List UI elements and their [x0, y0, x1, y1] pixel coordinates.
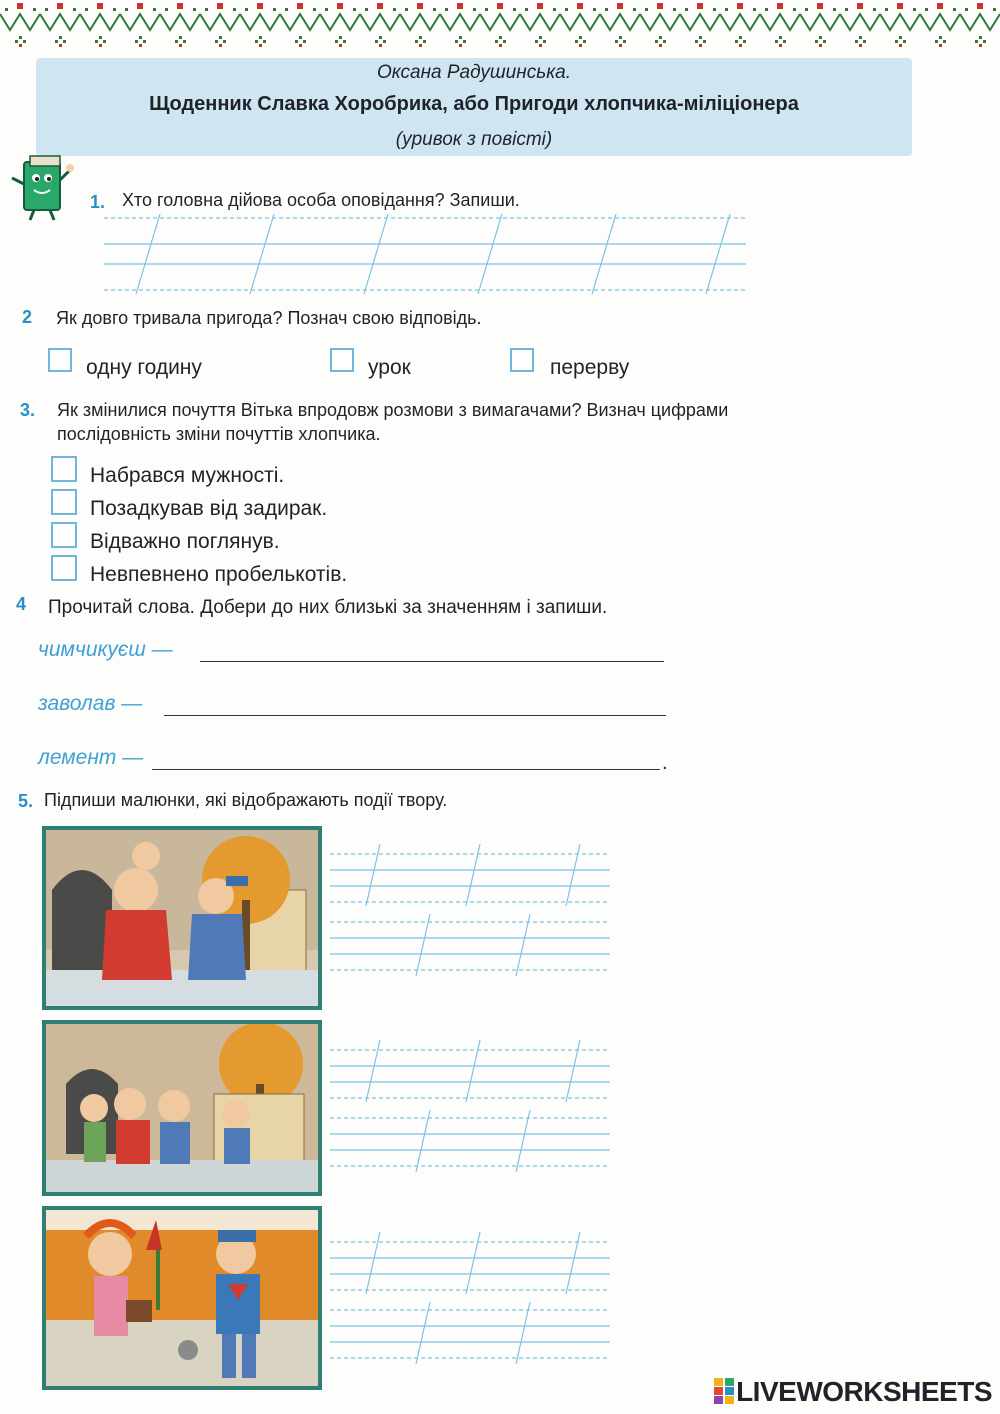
author: Оксана Радушинська.: [376, 62, 572, 83]
ornament-border: [0, 0, 1000, 52]
q2-option-1-label: одну годину: [86, 356, 202, 379]
question-5-text: Підпиши малюнки, які відображають події твору.: [44, 790, 448, 810]
story-subtitle: (уривок з повісті): [395, 129, 553, 150]
q3-item-4-label: Невпевнено пробелькотів.: [90, 563, 348, 586]
q3-item-3-label: Відважно поглянув.: [90, 530, 280, 553]
q2-option-2-checkbox[interactable]: [330, 348, 354, 372]
q3-item-1-order-box[interactable]: [51, 456, 77, 482]
question-1-text: Хто головна дійова особа оповідання? Запиши.: [122, 190, 520, 210]
q2-option-1-checkbox[interactable]: [48, 348, 72, 372]
illustration-2-caption-lines[interactable]: [330, 1036, 610, 1176]
q3-item-1-label: Набрався мужності.: [90, 464, 285, 487]
illustration-1: [42, 826, 322, 1010]
story-title: Щоденник Славка Хоробрика, або Пригоди хлопчика-міліціонера: [149, 93, 799, 115]
q3-item-2-order-box[interactable]: [51, 489, 77, 515]
q4-word-3: лемент —: [38, 746, 144, 769]
question-3-text-line1: Як змінилися почуття Вітька впродовж розмови з вимагачами? Визнач цифрами: [57, 400, 729, 420]
illustration-3: [42, 1206, 322, 1390]
q2-option-2-label: урок: [368, 356, 411, 379]
question-2-text: Як довго тривала пригода? Познач свою відповідь.: [56, 308, 482, 328]
q4-word-1: чимчикуєш —: [38, 638, 173, 661]
liveworksheets-logo-icon: [714, 1378, 734, 1404]
question-1-answer-lines[interactable]: [104, 214, 746, 294]
q4-answer-1[interactable]: [200, 660, 664, 662]
q4-answer-2[interactable]: [164, 714, 666, 716]
q3-item-4-order-box[interactable]: [51, 555, 77, 581]
q2-option-3-label: перерву: [550, 356, 630, 379]
brand-name: LIVEWORKSHEETS: [736, 1376, 992, 1407]
q3-item-2-label: Позадкував від задирак.: [90, 497, 328, 520]
q2-option-3-checkbox[interactable]: [510, 348, 534, 372]
illustration-3-caption-lines[interactable]: [330, 1228, 610, 1368]
question-4-text: Прочитай слова. Добери до них близькі за значенням і запиши.: [48, 597, 608, 618]
q4-word-2: заволав —: [38, 692, 143, 715]
q3-item-3-order-box[interactable]: [51, 522, 77, 548]
question-5-number: 5.: [18, 791, 34, 811]
liveworksheets-brand: [714, 1376, 992, 1408]
illustration-2: [42, 1020, 322, 1196]
book-mascot-icon: [6, 150, 76, 222]
question-3-text-line2: послідовність зміни почуттів хлопчика.: [57, 424, 381, 444]
question-3-number: 3.: [20, 400, 36, 420]
q4-answer-3[interactable]: [152, 768, 660, 770]
question-4-number: 4: [16, 594, 27, 614]
q4-end-mark: .: [662, 752, 668, 774]
question-2-number: 2: [22, 307, 33, 327]
question-1-number: 1.: [90, 192, 106, 212]
illustration-1-caption-lines[interactable]: [330, 840, 610, 980]
